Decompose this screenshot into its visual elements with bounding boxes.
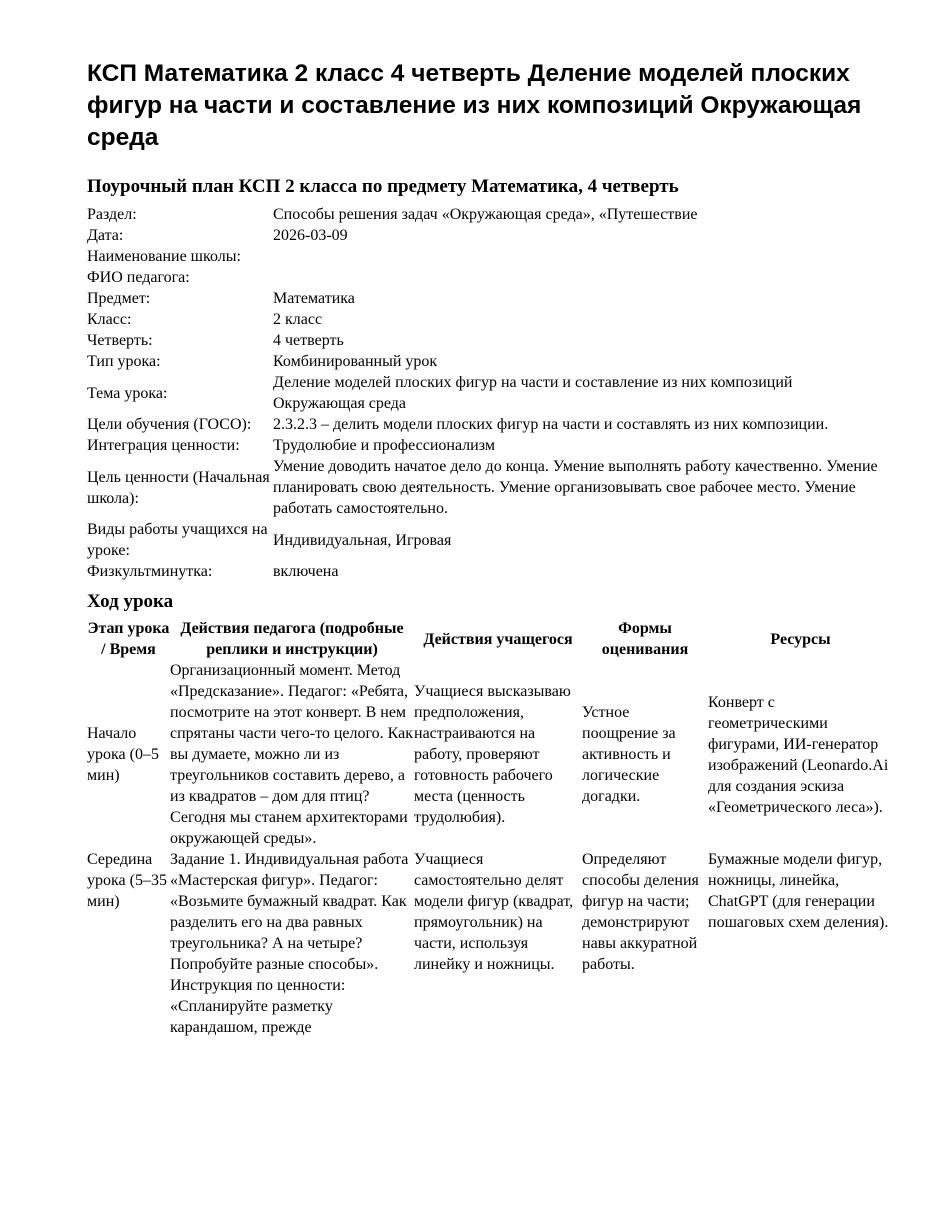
info-key: Раздел: [87, 206, 137, 223]
info-row [87, 351, 887, 372]
lesson-table-header-row [87, 618, 893, 660]
info-row [87, 204, 887, 225]
cell-stage: Начало урока (0–5 мин) [87, 725, 159, 784]
info-row [87, 435, 887, 456]
lesson-flow-table [87, 618, 893, 1038]
info-row [87, 288, 887, 309]
info-key: Класс: [87, 311, 132, 328]
info-row [87, 267, 887, 288]
info-value: Индивидуальная, Игровая [273, 531, 452, 549]
info-row [87, 246, 887, 267]
info-value: Математика [273, 290, 355, 307]
lesson-flow-heading: Ход урока [87, 591, 174, 612]
cell-teacher-actions: Организационный момент. Метод «Предсказание». Педагог: «Ребята, посмотрите на этот конверт. В нем спрятаны части чего-то целого. Как вы думаете, можно ли из треугольников составить дерево, а из квадратов – дом для птиц? Сегодня мы станем архитекторами окружающей среды». [170, 662, 413, 847]
info-row [87, 519, 887, 561]
info-key: Интеграция ценности: [87, 437, 240, 454]
info-key: Предмет: [87, 290, 151, 307]
info-value: Трудолюбие и профессионализм [273, 437, 495, 454]
cell-assessment: Определяют способы деления фигур на части; демонстрируют навы аккуратной работы. [582, 851, 699, 973]
document-page [87, 58, 893, 1038]
info-row [87, 414, 887, 435]
info-key: Физкультминутка: [87, 563, 213, 580]
plan-subtitle: Поурочный план КСП 2 класса по предмету Математика, 4 четверть [87, 176, 679, 197]
info-key: Четверть: [87, 332, 153, 349]
cell-resources: Бумажные модели фигур, ножницы, линейка, ChatGPT (для генерации пошаговых схем деления). [708, 851, 889, 931]
header-teacher-actions: Действия педагога (подробные реплики и инструкции) [180, 620, 404, 658]
cell-stage: Середина урока (5–35 мин) [87, 851, 167, 910]
info-value: включена [273, 563, 339, 580]
info-row [87, 309, 887, 330]
info-value: Способы решения задач «Окружающая среда», «Путешествие [273, 206, 698, 223]
header-stage: Этап урока / Время [87, 620, 170, 658]
header-resources: Ресурсы [770, 630, 831, 648]
cell-assessment: Устное поощрение за активность и логические догадки. [582, 704, 676, 805]
info-row [87, 561, 887, 582]
lesson-info-table [87, 204, 887, 582]
info-row [87, 225, 887, 246]
header-assessment: Формы оценивания [601, 620, 689, 658]
info-value: 2026-03-09 [273, 227, 348, 244]
cell-resources: Конверт с геометрическими фигурами, ИИ-генератор изображений (Leonardo.Ai для создания эскиза «Геометрического леса»). [708, 693, 889, 816]
cell-teacher-actions: Задание 1. Индивидуальная работа «Мастерская фигур». Педагог: «Возьмите бумажный квадрат. Как разделить его на два равных треугольника? А на четыре? Попробуйте разные способы». Инструкция по ценности: «Спланируйте разметку карандашом, прежде [170, 851, 409, 1036]
info-key: Тема урока: [87, 384, 168, 402]
info-key: Дата: [87, 227, 124, 244]
info-value: Умение доводить начатое дело до конца. Умение выполнять работу качественно. Умение планировать свою деятельность. Умение организовывать свое рабочее место. Умение работать самостоятельно. [273, 458, 878, 517]
table-row-middle [87, 849, 893, 1038]
info-key: ФИО педагога: [87, 269, 190, 286]
document-title: КСП Математика 2 класс 4 четверть Деление моделей плоских фигур на части и составление из них композиций Окружающая среда [87, 60, 862, 151]
cell-student-actions: Учащиеся высказываю предположения, настраиваются на работу, проверяют готовность рабочего места (ценность трудолюбия). [414, 683, 571, 826]
info-value: Комбинированный урок [273, 353, 438, 370]
info-row [87, 456, 887, 519]
info-value [273, 267, 887, 288]
cell-student-actions: Учащиеся самостоятельно делят модели фигур (квадрат, прямоугольник) на части, используя линейку и ножницы. [414, 851, 574, 973]
table-row-start [87, 660, 893, 849]
info-row [87, 330, 887, 351]
info-value: 2.3.2.3 – делить модели плоских фигур на части и составлять из них композиции. [273, 416, 829, 433]
info-key: Цели обучения (ГОСО): [87, 416, 252, 433]
info-key: Наименование школы: [87, 248, 241, 265]
info-key: Виды работы учащихся на уроке: [87, 521, 268, 559]
info-value: Деление моделей плоских фигур на части и составление из них композиций Окружающая среда [273, 374, 793, 412]
info-value [273, 246, 887, 267]
info-value: 2 класс [273, 311, 323, 328]
info-key: Тип урока: [87, 353, 161, 370]
info-value: 4 четверть [273, 332, 344, 349]
info-row [87, 372, 887, 414]
header-student-actions: Действия учащегося [423, 630, 573, 648]
info-key: Цель ценности (Начальная школа): [87, 468, 270, 507]
